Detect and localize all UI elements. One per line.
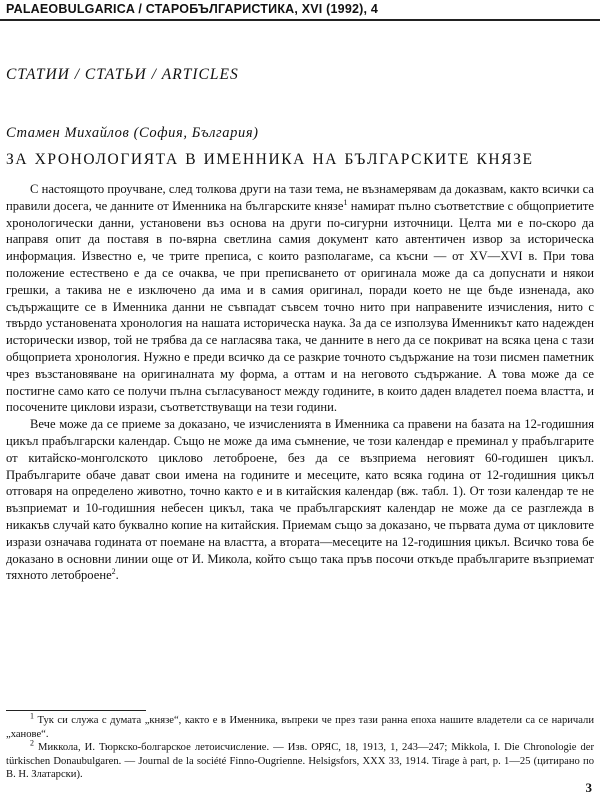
footnote-rule [6, 710, 146, 711]
footnote [6, 738, 594, 782]
footnote-text: Тук си служа с думата „князе“, както е в Именника, въпреки че през тази ранна епоха нашите владетели са се наричали „ханове“. [6, 715, 594, 740]
paragraph-text: С настоящото проучване, след толкова други на тази тема, не възнамерявам да доказвам, както всички са правили досега, че данните от Именника на българските князе [6, 182, 594, 213]
article-author: Стамен Михайлов (София, България) [6, 125, 259, 141]
article-body [6, 181, 594, 584]
paragraph-text: . [115, 568, 119, 583]
header-rule [0, 19, 600, 21]
paragraph-text: намират пълно съответствие с общоприетите хронологически данни, установени въз основа на други по-сигурни източници. Целта ми е по-скоро да направя опит да поставя в по-вярна светлина самия документ като автентичен извор за историческа информация. Известно е, че трите преписа, с които разполагаме, са късни — от XV—XVI в. При това положение естествено е да се очаква, че при преписването от оригинала може да са допуснати и някои грешки, а такива не е изключено да има и в самия оригинал, поради което не ще бъде изненада, ако съдържащите се в Именника данни не съвпадат съвсем точно нито при направените изчисления, нито с твърдо установената хронология на нашата историческа наука. За да се използува Именникът като надежден исторически извор, той не трябва да се нагласява така, че данните в него да се покриват на всяка цена с тази общоприета хронология. Нужно е преди всичко да се разкрие точното съдържание на този писмен паметник чрез възстановяване на оригиналната му форма, а оттам и на неговото съдържание. А това може да се постигне само като се получи пълна съгласуваност между годините, в които даден владетел поема властта, и посочените циклови изрази, съответствуващи на тези години. [6, 198, 594, 415]
footnote [6, 711, 594, 741]
footnote-text: Миккола, И. Тюркско-болгарское летоисчисление. — Изв. ОРЯС, 18, 1913, 1, 243—247; Mikkola, I. Die Chronologie der türkischen Donaubulgaren. — Journal de la société Finno-Ougrienne. Helsigsfors, XXX 33, 1914. Tirage à part, p. 1—25 (цитирано по В. Н. Златарски). [6, 742, 594, 781]
article-title: ЗА ХРОНОЛОГИЯТА В ИМЕННИКА НА БЪЛГАРСКИТЕ КНЯЗЕ [6, 151, 534, 168]
running-head: PALAEOBULGARICA / СТАРОБЪЛГАРИСТИКА, XVI (1992), 4 [6, 2, 378, 16]
footnote-mark: 2 [30, 738, 34, 748]
page-number: 3 [585, 780, 592, 795]
paragraph [6, 181, 594, 416]
paragraph [6, 416, 594, 584]
section-heading: СТАТИИ / СТАТЬИ / ARTICLES [6, 66, 239, 83]
footnote-ref: 1 [343, 197, 348, 207]
paragraph-text: Вече може да се приеме за доказано, че изчисленията в Именника са правени на базата на 12-годишния цикъл прабългарски календар. Също не може да има съмнение, че този календар е преминал у прабългарите от китайско-монголското циклово летоброене, без да се възприема неговият 60-годишен цикъл. Прабългарите обаче дават свои имена на годините и месеците, като всяка година от 12-годишния цикъл отговаря на определено животно, точно както е и в китайския календар (вж. табл. 1). От този календар те не възприемат и 10-годишния небесен цикъл, така че прабългарският календар не може да се разглежда в никакъв случай като буквално копие на китайския. Приемам също за доказано, че първата дума от цикловите изрази означава годината от поемане на властта, а втората—месеците на 12-годишния цикъл. Всичко това бе доказано в основни линии още от И. Микола, който също така пръв посочи откъде прабългарите възприемат тяхното летоброене [6, 417, 594, 583]
footnotes [6, 711, 594, 782]
footnote-mark: 1 [30, 711, 34, 721]
footnote-ref: 2 [111, 567, 116, 577]
